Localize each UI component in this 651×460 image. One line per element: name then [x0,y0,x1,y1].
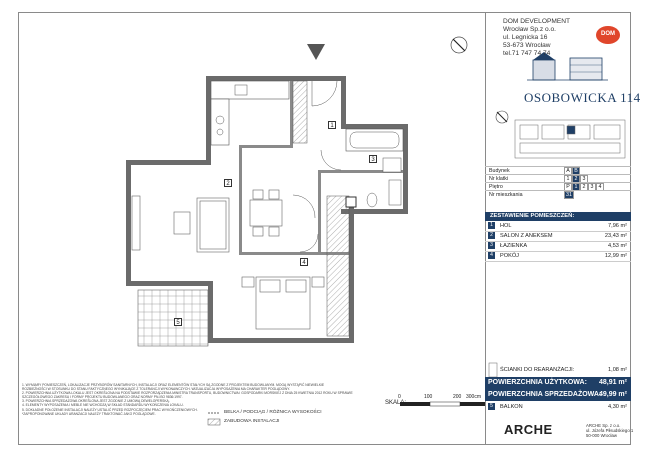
kitchen-counter [211,81,289,145]
scale-tick-0: 0 [398,394,401,400]
unit-label: Nr mieszkania [489,192,523,198]
arche-line1: ARCHE Sp. z o.o. [586,423,621,428]
arche-line2: ul. Józefa Piłsudskiego 1 [586,428,634,433]
floor-option-3: 3 [588,183,596,191]
balcony-area: 4,30 m² [608,403,627,410]
scale-tick-100: 100 [424,394,433,400]
note-line: 1. WYMIARY POMIESZCZEŃ, LOKALIZACJE PRZYBORÓW SANITARNYCH, INSTALACJI ORAZ ELEMENTÓW STAŁYCH SĄ ZGODNE Z PROJEKTEM BUDOWLANYM. MOGĄ WYSTĄPIĆ NIEWIELKIE [22,383,325,387]
stair-option-2: 2 [572,175,580,183]
entrance-arrow-icon [307,44,325,60]
floor-option-2: 2 [580,183,588,191]
floor-option-1: 1 [572,183,580,191]
room-area: 12,99 m² [604,252,627,259]
room-number: 1 [488,222,495,229]
arche-line3: 50-000 Wrocław [586,433,617,438]
room-label-hol: 1 [328,121,336,129]
developer-info [503,18,570,58]
notes [22,383,377,416]
unit-row [485,190,631,199]
developer-line2: ul. Legnicka 16 [503,34,548,41]
arche-logo: ARCHE [504,422,553,437]
building-option-b: B [572,167,580,175]
balcony-number: 5 [488,403,495,410]
dom-logo: DOM [596,26,620,44]
bed [242,277,324,329]
balcony-area [138,290,208,346]
bathroom-fixtures [346,129,403,207]
keyplan-compass-icon [496,111,508,123]
usable-value: 48,91 m² [598,379,627,386]
usable-area-bar [485,377,631,389]
room-label-lazienka: 3 [369,155,377,163]
arche-address [586,423,633,438]
note-line: 4. ELEMENTY WYPOSAŻENIA I MEBLE NIE WCHODZĄ W SKŁAD STANDARDU WYKOŃCZENIA LOKALU. [22,403,184,408]
scale-label: SKALA: [385,400,407,406]
interior-walls [239,81,403,255]
wardrobe-hatch [327,196,349,336]
floor-label: Piętro [489,184,503,190]
sale-label: POWIERZCHNIA SPRZEDAŻOWA: [488,391,602,398]
room-number: 2 [488,232,495,239]
rooms-header [485,212,631,221]
note-line: SZCZEGÓŁOWEGO ZAKRESU I FORMY PROJEKTU BUDOWLANEGO ORAZ NORMY PN-ISO 9836:1997. [22,395,183,400]
installation-shaft [293,81,307,143]
room-area: 4,53 m² [608,242,627,249]
balcony-row [485,402,631,412]
walls-label: ŚCIANKI DO REARANŻACJI: [500,367,575,373]
room-name: ŁAZIENKA [500,242,528,249]
compass-icon [451,37,467,53]
floor-option-4: 4 [596,183,604,191]
room-number: 3 [488,242,495,249]
living-furniture [132,190,282,252]
balcony-name: BALKON [500,403,523,410]
stair-option-3: 3 [580,175,588,183]
stair-option-1: 1 [564,175,572,183]
stair-label: Nr klatki [489,176,509,182]
room-name: POKÓJ [500,252,519,259]
room-label-pokoj: 4 [300,258,308,266]
developer-line1: Wrocław Sp.z o.o. [503,26,557,33]
sale-value: 49,99 m² [598,391,627,398]
note-line: *ZAPROPONOWANE UKŁADY ARANŻACJI NALEŻY TRAKTOWAĆ JAKO POGLĄDOWE. [22,411,156,416]
legend-installation: ZABUDOWA INSTALACJI [224,419,280,424]
developer-line3: 53-673 Wrocław [503,42,551,49]
scale-tick-300: 300cm [466,394,482,400]
note-line: 5. DOKŁADNE POŁOŻENIE INSTALACJI NALEŻY USTALIĆ PRZED ROZPOCZĘCIEM PRAC WYKOŃCZENIOWYCH. [22,407,198,412]
note-line: 2. POWIERZCHNIA UŻYTKOWA LOKALU JEST OKREŚLONA NA PODSTAWIE ROZPORZĄDZENIA MINISTRA TRANSPORTU, BUDOWNICTWA I GOSPODARKI MORSKIEJ Z DNIA 25 KWIETNIA 2012 ROKU W SPRAWIE [22,391,353,396]
room-label-salon: 2 [224,179,232,187]
building-option-a: A [564,167,572,175]
rooms-header-text: ZESTAWIENIE POMIESZCZEŃ: [490,213,575,219]
usable-label: POWIERZCHNIA UŻYTKOWA: [488,379,587,386]
unit-number: 31 [564,191,574,199]
note-line: ROZBIEŻNOŚCI W STOSUNKU DO STANU FAKTYCZNEGO WYNIKAJĄCE Z TOLERANCJI WYKONAWCZYCH. WIZUALIZACJA WYPOSAŻENIA MA CHARAKTER POGLĄDOWY. [22,387,290,392]
sale-area-bar [485,389,631,401]
room-row [485,251,631,262]
key-plan [515,120,625,158]
note-line: 3. POWIERZCHNIA SPRZEDAŻOWA OKREŚLONA JEST ZGODNIE Z UMOWĄ DEWELOPERSKĄ. [22,399,170,404]
developer-phone: tel.71 747 74 74 [503,50,551,57]
room-number: 4 [488,252,495,259]
scale-bar [400,402,485,406]
building-label: Budynek [489,168,510,174]
room-label-balkon: 5 [174,318,182,326]
legend-beam: BELKA / PODCIĄG / RÓŻNICA WYSOKOŚCI [224,410,322,415]
developer-name: DOM DEVELOPMENT [503,18,571,25]
scale-tick-200: 200 [453,394,462,400]
room-name: HOL [500,222,512,229]
walls-area: 1,08 m² [608,367,627,373]
walls-row [485,366,631,376]
installation-legend-swatch [208,419,220,425]
room-area: 7,96 m² [608,222,627,229]
project-name: OSOBOWICKA 114 [524,90,641,105]
room-area: 23,43 m² [604,232,627,239]
room-name: SALON Z ANEKSEM [500,232,553,239]
floor-option-p: P [564,183,572,191]
